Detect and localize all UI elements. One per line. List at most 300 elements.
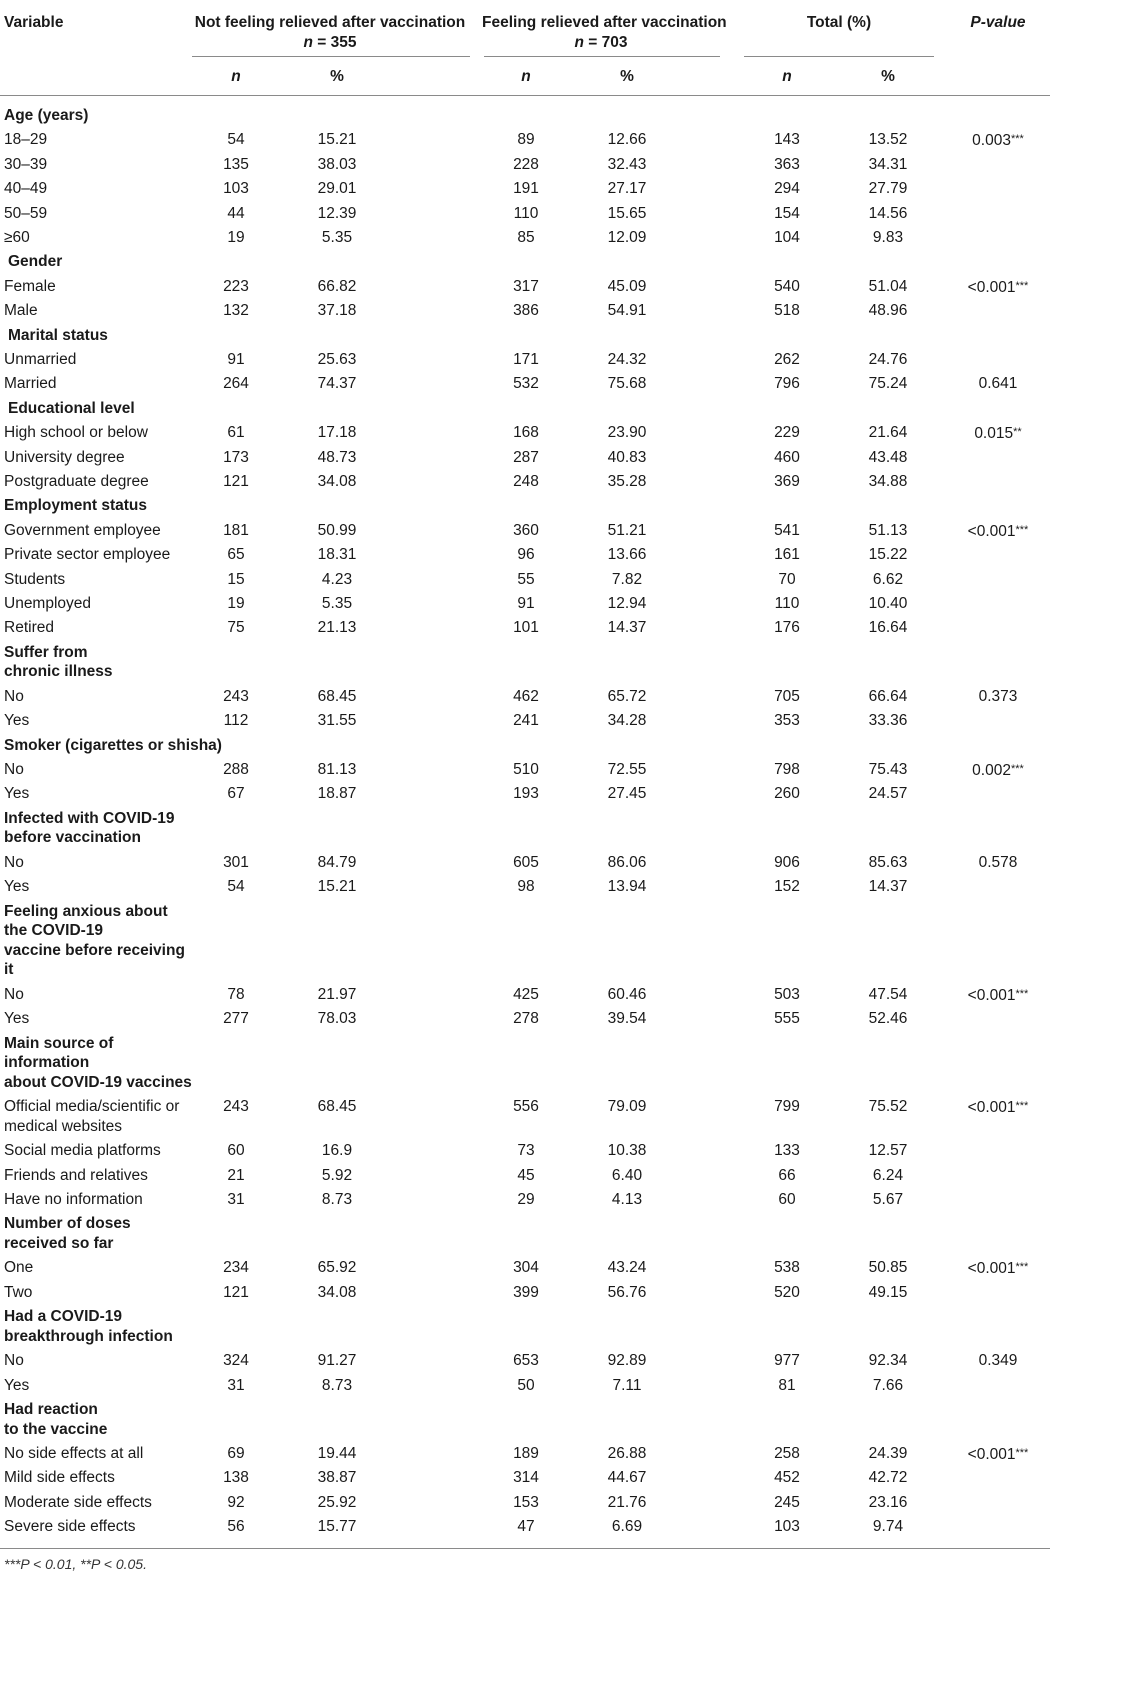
- row-label-line: No: [4, 853, 24, 871]
- table-cell: 228: [513, 155, 539, 173]
- group2-underline: [484, 56, 720, 57]
- table-cell: 906: [774, 853, 800, 871]
- table-cell: 23.90: [607, 424, 647, 442]
- row-label-line: Male: [4, 302, 38, 320]
- row-label-line: One: [4, 1259, 34, 1277]
- table-cell: 15.21: [317, 131, 357, 149]
- table-cell: 8.73: [321, 1376, 353, 1394]
- row-label-line: Yes: [4, 785, 30, 803]
- row-label: [4, 877, 29, 897]
- table-cell: 14.37: [607, 619, 647, 637]
- subheader-n-group2: n: [521, 68, 531, 85]
- table-cell: 243: [223, 1098, 249, 1116]
- row-label-line: No: [4, 1352, 24, 1370]
- row-label: [4, 1166, 148, 1186]
- header-bottom-rule: [0, 95, 1050, 96]
- table-cell: 532: [513, 375, 539, 393]
- row-label: [4, 423, 148, 443]
- table-cell: 69: [227, 1445, 245, 1462]
- section-heading-line: it: [4, 961, 14, 979]
- table-cell: 176: [774, 619, 800, 637]
- table-cell: 15.22: [868, 546, 908, 564]
- table-cell: 15.65: [607, 204, 647, 222]
- table-cell: 50: [517, 1376, 535, 1394]
- row-label: [4, 1190, 143, 1210]
- total-underline: [744, 56, 934, 57]
- row-label: [4, 448, 125, 468]
- row-label-line: Two: [4, 1283, 33, 1301]
- row-label: [4, 1493, 152, 1513]
- row-label: [4, 853, 24, 873]
- table-cell: 152: [774, 878, 800, 896]
- row-label: [4, 1258, 33, 1278]
- table-cell: 75.43: [868, 761, 908, 778]
- table-cell: 43.48: [868, 448, 908, 466]
- row-label-line: Have no information: [4, 1191, 143, 1208]
- p-value-cell: 0.578: [978, 853, 1018, 871]
- table-cell: 66: [778, 1166, 796, 1184]
- table-cell: 540: [774, 277, 800, 295]
- table-cell: 26.88: [607, 1445, 647, 1462]
- table-cell: 33.36: [868, 712, 908, 730]
- section-heading: [4, 1214, 131, 1253]
- row-label-line: Postgraduate degree: [4, 473, 149, 490]
- table-cell: 27.45: [607, 785, 647, 803]
- table-cell: 234: [223, 1259, 249, 1277]
- table-cell: 6.40: [611, 1166, 643, 1184]
- table-cell: 555: [774, 1010, 800, 1028]
- table-cell: 369: [774, 473, 800, 490]
- table-cell: 6.24: [872, 1166, 904, 1184]
- table-cell: 32.43: [607, 155, 647, 173]
- table-cell: 31: [227, 1191, 245, 1208]
- row-label-line: Yes: [4, 1376, 30, 1394]
- table-cell: 245: [774, 1493, 800, 1511]
- section-heading-line: Had a COVID-19: [4, 1308, 123, 1326]
- table-cell: 243: [223, 687, 249, 705]
- table-cell: 29.01: [317, 180, 357, 198]
- table-cell: 518: [774, 302, 800, 320]
- table-cell: 34.88: [868, 473, 908, 490]
- section-heading-line: received so far: [4, 1234, 114, 1252]
- table-cell: 8.73: [321, 1191, 353, 1208]
- table-cell: 31.55: [317, 712, 357, 730]
- section-heading-line: Age (years): [4, 107, 89, 124]
- table-cell: 324: [223, 1352, 249, 1370]
- table-cell: 38.03: [317, 155, 357, 173]
- table-cell: 153: [513, 1493, 539, 1511]
- table-cell: 161: [774, 546, 800, 564]
- table-cell: 425: [513, 985, 539, 1003]
- table-cell: 520: [774, 1283, 800, 1301]
- table-cell: 12.09: [607, 229, 647, 246]
- table-cell: 85: [517, 229, 535, 246]
- table-cell: 135: [223, 155, 249, 173]
- section-heading-line: Employment status: [4, 497, 147, 515]
- table-cell: 24.32: [607, 351, 647, 368]
- table-cell: 13.52: [868, 131, 908, 149]
- table-cell: 5.35: [321, 595, 353, 612]
- p-value-cell: 0.641: [978, 375, 1018, 393]
- table-cell: 75.68: [607, 375, 647, 393]
- section-heading: [4, 809, 175, 848]
- table-cell: 51.13: [868, 521, 908, 539]
- row-label-line: Official media/scientific or: [4, 1098, 180, 1116]
- table-cell: 9.74: [872, 1518, 904, 1536]
- table-cell: 54: [227, 878, 245, 896]
- section-heading-line: vaccine before receiving: [4, 941, 185, 959]
- table-cell: 37.18: [317, 302, 357, 320]
- table-cell: 60: [778, 1191, 796, 1208]
- section-heading: [4, 1307, 173, 1346]
- table-cell: 288: [223, 761, 249, 778]
- table-cell: 229: [774, 424, 800, 442]
- table-cell: 241: [513, 712, 539, 730]
- table-cell: 12.57: [868, 1142, 908, 1160]
- table-cell: 34.08: [317, 473, 357, 490]
- table-cell: 21: [227, 1166, 245, 1184]
- row-label-line: Yes: [4, 712, 30, 730]
- header-group1-n: n = 355: [303, 34, 357, 51]
- table-cell: 92.89: [607, 1352, 647, 1370]
- p-value-cell: 0.373: [978, 687, 1018, 705]
- table-cell: 110: [774, 595, 800, 612]
- table-cell: 6.62: [872, 570, 904, 588]
- table-cell: 301: [223, 853, 249, 871]
- table-cell: 74.37: [317, 375, 357, 393]
- table-cell: 17.18: [317, 424, 357, 442]
- table-cell: 248: [513, 473, 539, 490]
- table-cell: 96: [517, 546, 535, 564]
- table-cell: 75: [227, 619, 245, 637]
- section-heading: [8, 252, 62, 272]
- row-label: [4, 472, 149, 492]
- table-cell: 278: [513, 1010, 539, 1028]
- table-cell: 5.67: [872, 1191, 904, 1208]
- table-cell: 10.40: [868, 595, 908, 612]
- table-cell: 15.21: [317, 878, 357, 896]
- table-cell: 4.13: [611, 1191, 643, 1208]
- table-cell: 462: [513, 687, 539, 705]
- table-cell: 21.97: [317, 985, 357, 1003]
- table-cell: 65.92: [317, 1259, 357, 1277]
- table-cell: 73: [517, 1142, 535, 1160]
- table-cell: 25.92: [317, 1493, 357, 1511]
- table-cell: 14.37: [868, 878, 908, 896]
- row-label: [4, 1517, 136, 1537]
- table-cell: 103: [223, 180, 249, 198]
- table-cell: 84.79: [317, 853, 357, 871]
- section-heading-line: chronic illness: [4, 663, 113, 681]
- table-cell: 15: [227, 570, 245, 588]
- table-cell: 399: [513, 1283, 539, 1301]
- table-cell: 35.28: [607, 473, 647, 490]
- row-label-line: Social media platforms: [4, 1142, 161, 1160]
- row-label: [4, 618, 54, 638]
- table-cell: 13.66: [607, 546, 647, 564]
- row-label-line: Private sector employee: [4, 546, 171, 564]
- table-cell: 5.35: [321, 229, 353, 246]
- table-cell: 605: [513, 853, 539, 871]
- row-label-line: 40–49: [4, 180, 48, 198]
- header-group2-n: n = 703: [574, 34, 628, 51]
- row-label-line: Unmarried: [4, 351, 77, 368]
- table-cell: 121: [223, 473, 249, 490]
- table-cell: 70: [778, 570, 796, 588]
- subheader-pct-group1: %: [330, 68, 344, 85]
- table-cell: 65: [227, 546, 245, 564]
- table-cell: 258: [774, 1445, 800, 1462]
- table-bottom-rule: [0, 1548, 1050, 1549]
- section-heading-line: information: [4, 1054, 90, 1072]
- row-label-line: No side effects at all: [4, 1445, 144, 1462]
- section-heading-line: Gender: [8, 253, 63, 271]
- row-label: [4, 204, 47, 224]
- table-cell: 81.13: [317, 761, 357, 778]
- table-cell: 92.34: [868, 1352, 908, 1370]
- table-cell: 21.76: [607, 1493, 647, 1511]
- table-cell: 18.31: [317, 546, 357, 564]
- table-cell: 49.15: [868, 1283, 908, 1301]
- table-cell: 133: [774, 1142, 800, 1160]
- table-cell: 452: [774, 1469, 800, 1487]
- table-cell: 16.64: [868, 619, 908, 637]
- row-label-line: Friends and relatives: [4, 1166, 148, 1184]
- row-label-line: 50–59: [4, 204, 48, 222]
- table-cell: 121: [223, 1283, 249, 1301]
- p-value-cell: <0.001***: [967, 522, 1029, 540]
- table-cell: 66.82: [317, 277, 357, 295]
- table-cell: 12.66: [607, 131, 647, 149]
- row-label: [4, 130, 47, 150]
- row-label: [4, 374, 57, 394]
- table-cell: 50.85: [868, 1259, 908, 1277]
- row-label-line: Yes: [4, 878, 30, 896]
- p-value-cell: 0.349: [978, 1352, 1018, 1370]
- table-cell: 72.55: [607, 761, 647, 778]
- table-cell: 386: [513, 302, 539, 320]
- row-label-line: High school or below: [4, 424, 148, 442]
- table-cell: 42.72: [868, 1469, 908, 1487]
- table-cell: 173: [223, 448, 249, 466]
- group1-underline: [192, 56, 470, 57]
- table-cell: 510: [513, 761, 539, 778]
- row-label-line: Unemployed: [4, 595, 92, 612]
- row-label: [4, 594, 91, 614]
- table-cell: 52.46: [868, 1010, 908, 1028]
- table-cell: 48.73: [317, 448, 357, 466]
- table-cell: 14.56: [868, 204, 908, 222]
- table-cell: 314: [513, 1469, 539, 1487]
- table-cell: 103: [774, 1518, 800, 1536]
- table-cell: 25.63: [317, 351, 357, 368]
- row-label: [4, 711, 29, 731]
- table-cell: 61: [227, 424, 245, 442]
- row-label-line: Students: [4, 570, 66, 588]
- table-cell: 79.09: [607, 1098, 647, 1116]
- table-cell: 54.91: [607, 302, 647, 320]
- table-cell: 363: [774, 155, 800, 173]
- row-label-line: Mild side effects: [4, 1469, 115, 1487]
- table-cell: 5.92: [321, 1166, 353, 1184]
- table-cell: 9.83: [872, 229, 904, 246]
- table-cell: 45: [517, 1166, 535, 1184]
- table-cell: 977: [774, 1352, 800, 1370]
- table-cell: 12.94: [607, 595, 647, 612]
- row-label-line: No: [4, 985, 24, 1003]
- table-cell: 13.94: [607, 878, 647, 896]
- section-heading-line: Infected with COVID-19: [4, 809, 175, 827]
- section-heading: [8, 326, 108, 346]
- header-pvalue: P-value: [970, 14, 1026, 31]
- p-value-cell: 0.003***: [972, 132, 1024, 150]
- table-cell: 18.87: [317, 785, 357, 803]
- table-cell: 56.76: [607, 1283, 647, 1301]
- table-cell: 44: [227, 204, 245, 222]
- header-total: Total (%): [806, 14, 872, 31]
- row-label-line: No: [4, 761, 24, 778]
- table-cell: 29: [517, 1191, 535, 1208]
- table-cell: 47.54: [868, 985, 908, 1003]
- section-heading-line: Number of doses: [4, 1215, 131, 1233]
- table-cell: 143: [774, 131, 800, 149]
- table-footnote: ***P < 0.01, **P < 0.05.: [4, 1555, 147, 1572]
- row-label: [4, 1283, 32, 1303]
- p-value-cell: 0.002***: [972, 762, 1024, 779]
- table-cell: 47: [517, 1518, 535, 1536]
- row-label: [4, 760, 24, 780]
- table-cell: 27.79: [868, 180, 908, 198]
- row-label: [4, 179, 47, 199]
- table-cell: 10.38: [607, 1142, 647, 1160]
- table-cell: 66.64: [868, 687, 908, 705]
- p-value-cell: <0.001***: [967, 278, 1029, 296]
- row-label-line: 18–29: [4, 131, 48, 149]
- subheader-n-group1: n: [231, 68, 241, 85]
- row-label: [4, 1468, 115, 1488]
- table-cell: 538: [774, 1259, 800, 1277]
- row-label-line: Retired: [4, 619, 54, 637]
- table-cell: 45.09: [607, 277, 647, 295]
- row-label: [4, 228, 30, 248]
- row-label-line: 30–39: [4, 155, 48, 173]
- table-cell: 193: [513, 785, 539, 803]
- row-label: [4, 570, 65, 590]
- table-cell: 89: [517, 131, 535, 149]
- table-cell: 24.39: [868, 1445, 908, 1462]
- row-label-line: ≥60: [4, 229, 30, 246]
- header-variable: Variable: [4, 14, 64, 31]
- section-heading-line: Educational level: [8, 399, 135, 417]
- table-cell: 31: [227, 1376, 245, 1394]
- table-cell: 75.52: [868, 1098, 908, 1116]
- table-cell: 287: [513, 448, 539, 466]
- row-label: [4, 784, 29, 804]
- row-label-line: No: [4, 687, 24, 705]
- table-cell: 78: [227, 985, 245, 1003]
- table-cell: 15.77: [317, 1518, 357, 1536]
- table-cell: 110: [513, 204, 539, 222]
- table-cell: 171: [513, 351, 539, 368]
- section-heading-line: Smoker (cigarettes or shisha): [4, 736, 222, 754]
- table-cell: 705: [774, 687, 800, 705]
- table-cell: 304: [513, 1259, 539, 1277]
- table-cell: 556: [513, 1098, 539, 1116]
- row-label-line: Married: [4, 375, 57, 393]
- section-heading: [4, 902, 185, 980]
- table-cell: 54: [227, 131, 245, 149]
- table-cell: 24.57: [868, 785, 908, 803]
- section-heading: [4, 1034, 192, 1093]
- table-cell: 16.9: [321, 1142, 353, 1160]
- table-cell: 91: [227, 351, 245, 368]
- p-value-cell: <0.001***: [967, 1099, 1029, 1117]
- row-label-line: University degree: [4, 448, 125, 466]
- table-cell: 65.72: [607, 687, 647, 705]
- table-cell: 104: [774, 229, 800, 246]
- table-cell: 12.39: [317, 204, 357, 222]
- row-label-line: medical websites: [4, 1117, 123, 1135]
- row-label: [4, 521, 161, 541]
- section-heading-line: Marital status: [8, 326, 108, 344]
- table-cell: 7.82: [611, 570, 643, 588]
- row-label: [4, 277, 56, 297]
- table-cell: 168: [513, 424, 539, 442]
- table-cell: 132: [223, 302, 249, 320]
- row-label: [4, 1097, 179, 1136]
- table-cell: 23.16: [868, 1493, 908, 1511]
- table-cell: 799: [774, 1098, 800, 1116]
- subheader-pct-total: %: [881, 68, 895, 85]
- table-cell: 181: [223, 521, 249, 539]
- table-cell: 138: [223, 1469, 249, 1487]
- table-cell: 67: [227, 785, 245, 803]
- table-cell: 19: [227, 595, 245, 612]
- section-heading-line: Suffer from: [4, 643, 88, 661]
- table-cell: 460: [774, 448, 800, 466]
- table-cell: 48.96: [868, 302, 908, 320]
- table-cell: 51.21: [607, 521, 647, 539]
- table-cell: 19: [227, 229, 245, 246]
- table-cell: 796: [774, 375, 800, 393]
- table-cell: 260: [774, 785, 800, 803]
- table-cell: 91.27: [317, 1352, 357, 1370]
- table-cell: 51.04: [868, 277, 908, 295]
- table-cell: 39.54: [607, 1010, 647, 1028]
- row-label-line: Moderate side effects: [4, 1493, 152, 1511]
- table-cell: 360: [513, 521, 539, 539]
- section-heading: [4, 736, 222, 756]
- table-cell: 264: [223, 375, 249, 393]
- table-cell: 4.23: [321, 570, 353, 588]
- table-cell: 6.69: [611, 1518, 643, 1536]
- table-cell: 101: [513, 619, 539, 637]
- p-value-cell: <0.001***: [967, 1446, 1029, 1463]
- row-label-line: Yes: [4, 1010, 30, 1028]
- p-value-cell: <0.001***: [967, 1260, 1029, 1278]
- table-cell: 541: [774, 521, 800, 539]
- table-cell: 98: [517, 878, 535, 896]
- row-label-line: Government employee: [4, 521, 161, 539]
- table-cell: 85.63: [868, 853, 908, 871]
- header-group2-title: Feeling relieved after vaccination: [482, 14, 727, 31]
- table-cell: 317: [513, 277, 539, 295]
- row-label: [4, 1376, 29, 1396]
- table-cell: 27.17: [607, 180, 647, 198]
- row-label: [4, 1141, 161, 1161]
- row-label-line: Severe side effects: [4, 1518, 136, 1536]
- table-cell: 34.31: [868, 155, 908, 173]
